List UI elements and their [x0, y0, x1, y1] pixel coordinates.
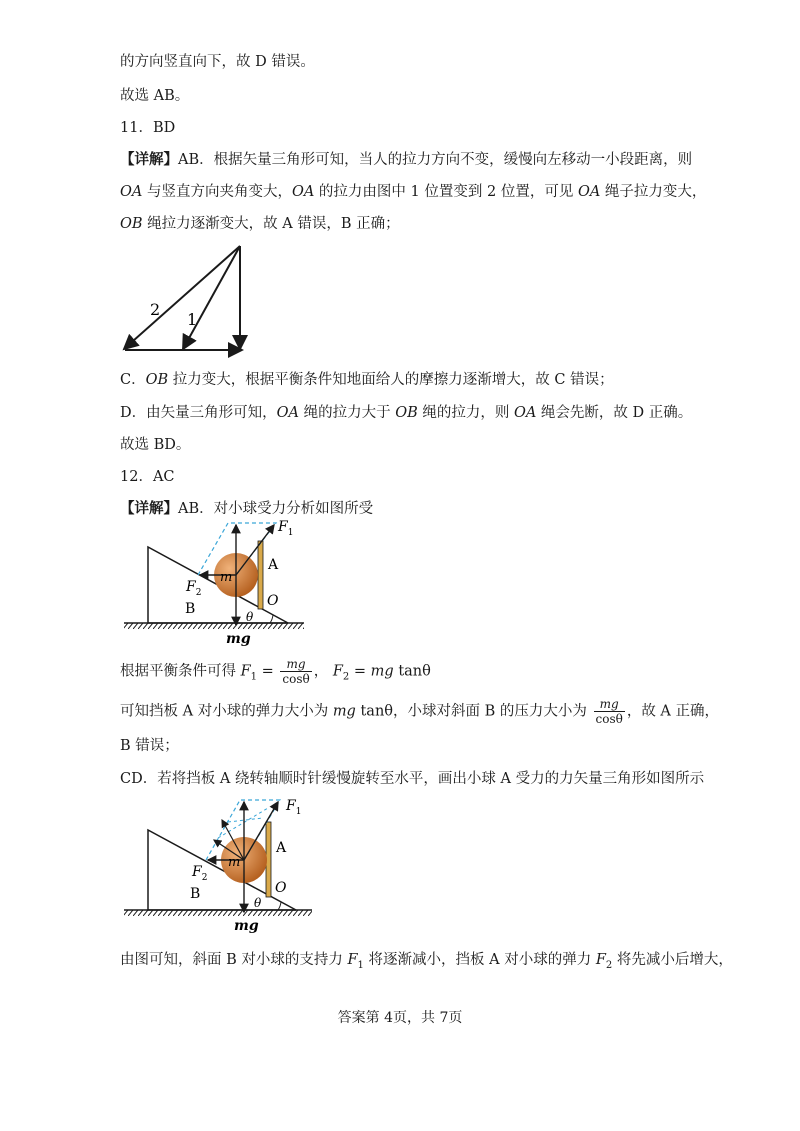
text-line [120, 214, 400, 234]
var-mg: mg [332, 703, 356, 720]
text-line [120, 769, 704, 789]
label-2: 2 [150, 300, 161, 319]
var-OA: OA [577, 184, 601, 200]
text-line [120, 52, 315, 72]
ground-hatch [124, 910, 312, 916]
label-theta: θ [254, 896, 262, 910]
paragraph-text: 的方向竖直向下，故 D 错误。 [120, 54, 315, 70]
label-O: O [267, 593, 279, 609]
label-O: O [275, 880, 287, 896]
text-line [120, 86, 189, 106]
label-m: m [220, 570, 233, 585]
separator: ， [313, 663, 333, 680]
paragraph-text: ，小球对斜面 B 的压力大小为 [393, 703, 592, 720]
force-diagram-1 [118, 515, 308, 650]
label-A: A [268, 557, 279, 573]
label-1: 1 [187, 310, 198, 329]
ground-hatch [124, 623, 304, 629]
vector-line-1 [183, 246, 240, 349]
paragraph-text: 绳子拉力变大， [600, 184, 707, 200]
paragraph-text: 与竖直方向夹角变大， [142, 184, 292, 200]
paragraph-text: AB．根据矢量三角形可知，当人的拉力方向不变，缓慢向左移动一小段距离，则 [178, 152, 693, 168]
equals: = [349, 663, 371, 680]
var-OB: OB [395, 405, 418, 421]
label-A: A [276, 840, 287, 856]
equation-line [120, 697, 719, 726]
label-mg: mg [234, 918, 259, 934]
label-F1: $F_1$ [278, 519, 294, 538]
fraction [280, 657, 311, 686]
paragraph-text: 由图可知，斜面 B 对小球的支持力 [120, 952, 348, 968]
var-OA: OA [120, 184, 143, 200]
equals: = [257, 663, 279, 680]
label-B: B [185, 601, 196, 617]
paragraph-text: CD．若将挡板 A 绕转轴顺时针缓慢旋转至水平，画出小球 A 受力的力矢量三角形如图所示 [120, 771, 705, 787]
var-F: F [595, 952, 606, 968]
numerator: mg [280, 657, 311, 672]
tan-theta: tanθ [393, 663, 431, 680]
var-OA: OA [513, 405, 537, 421]
subscript: 2 [342, 671, 350, 683]
label-F2: $F_2$ [186, 579, 202, 598]
subscript: 2 [605, 959, 613, 971]
theta-arc [270, 615, 273, 623]
paragraph-text: 将先减小后增大， [612, 952, 733, 968]
label-B: B [190, 886, 201, 902]
paragraph-text: AB．对小球受力分析如图所受 [178, 501, 374, 517]
text-line [120, 182, 706, 202]
text-line [120, 736, 179, 756]
question-answer: 12．AC [120, 469, 175, 485]
var-OB: OB [145, 372, 169, 388]
paragraph-text: 绳的拉力大于 [298, 405, 396, 421]
page-number: 答案第 4页，共 7页 [337, 1010, 463, 1026]
var-OA: OA [276, 405, 299, 421]
question-number [120, 467, 175, 487]
label-theta: θ [246, 610, 254, 624]
paragraph-text: 的拉力由图中 1 位置变到 2 位置，可见 [314, 184, 578, 200]
denominator: cosθ [282, 672, 310, 686]
var-OA: OA [291, 184, 315, 200]
force-diagram-2 [118, 790, 318, 935]
subscript: 1 [250, 671, 258, 683]
denominator: cosθ [595, 712, 623, 726]
numerator: mg [594, 697, 625, 712]
detail-tag: 【详解】 [120, 500, 178, 517]
text-line [120, 370, 614, 390]
page-footer [0, 1007, 800, 1027]
paragraph-text: 根据平衡条件可得 [120, 663, 241, 680]
text-line [120, 950, 733, 976]
var-OB: OB [120, 216, 143, 232]
theta-arc [278, 902, 281, 910]
text-line [120, 150, 692, 170]
var-F: F [240, 663, 251, 680]
answer-line: 故选 AB。 [120, 88, 190, 104]
vector-line-2 [124, 246, 240, 349]
paragraph-text: 拉力变大，根据平衡条件知地面给人的摩擦力逐渐增大，故 C 错误； [168, 372, 614, 388]
answer-line: 故选 BD。 [120, 437, 191, 453]
subscript: 1 [357, 959, 364, 971]
label-F1: $F_1$ [286, 798, 302, 817]
paragraph-text: 绳会先断，故 D 正确。 [536, 405, 693, 421]
label-F2: $F_2$ [192, 864, 208, 883]
var-F: F [332, 663, 343, 680]
paragraph-text: B 错误； [120, 738, 179, 754]
var-F: F [347, 952, 358, 968]
paragraph-text: C． [120, 372, 146, 388]
detail-tag: 【详解】 [120, 151, 178, 168]
paragraph-text: 绳拉力逐渐变大，故 A 错误，B 正确； [142, 216, 400, 232]
paragraph-text: 将逐渐减小，挡板 A 对小球的弹力 [363, 952, 596, 968]
label-mg: mg [226, 631, 251, 647]
text-line [120, 403, 692, 423]
board-A [258, 541, 263, 609]
label-m: m [228, 855, 241, 870]
incline-B [148, 830, 296, 910]
text-line [120, 435, 190, 455]
paragraph-text: D．由矢量三角形可知， [120, 405, 277, 421]
question-number [120, 118, 175, 138]
fraction [594, 697, 625, 726]
var-mg: mg [370, 663, 394, 680]
tan-theta: tanθ [355, 703, 394, 720]
paragraph-text: ，故 A 正确， [626, 703, 720, 720]
paragraph-text: 可知挡板 A 对小球的弹力大小为 [120, 703, 333, 720]
vector-triangle-figure [115, 240, 255, 360]
paragraph-text: 绳的拉力，则 [417, 405, 514, 421]
question-answer: 11．BD [120, 120, 176, 136]
equation-line [120, 657, 431, 691]
